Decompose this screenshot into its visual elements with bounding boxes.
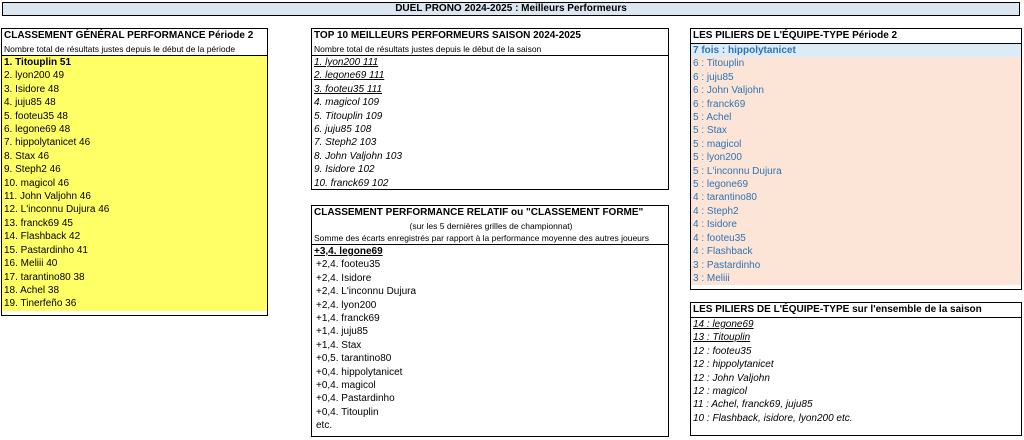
list-item: 5 : Achel [693,112,732,124]
list-item: 6 : franck69 [693,98,746,110]
general-ranking-list [2,56,267,311]
relative-ranking-list [312,245,668,433]
general-ranking-panel [1,28,268,316]
list-item: 8. John Valjohn 103 [314,150,403,162]
pillars-season-list [691,318,1021,425]
list-item: 5 : L'inconnu Dujura [693,165,782,177]
list-item: +0,4. Titouplin [316,406,379,418]
list-item: 12 : John Valjohn [693,372,770,384]
list-item: 7. hippolytanicet 46 [4,137,91,149]
list-item: 6. juju85 108 [314,124,372,136]
list-item: +1,4. Stax [316,339,362,351]
list-item: +2,4. Isidore [316,272,372,284]
list-item: 7 fois : hippolytanicet [691,44,1021,57]
list-item: +0,4. magicol [316,380,376,392]
list-item: etc. [316,420,333,432]
list-item: 6 : Titouplin [693,58,745,70]
list-item: 14 : legone69 [693,319,754,330]
relative-ranking-title: CLASSEMENT PERFORMANCE RELATIF ou "CLASSEMENT FORME" [314,207,644,218]
list-item: 3 : Meliii [693,272,730,284]
list-item: +3,4. legone69 [314,246,383,257]
list-item: 5 : magicol [693,138,742,150]
list-item: +2,4. lyon200 [316,299,377,311]
list-item: 8. Stax 46 [4,150,50,162]
list-item: 5 : lyon200 [693,152,742,164]
list-item: +0,5. tarantino80 [316,353,392,365]
list-item: 5 : Stax [693,125,727,137]
list-item: +0,4. Pastardinho [316,393,395,405]
list-item: 19. Tinerfeño 36 [4,298,77,310]
top10-subtitle: Nombre total de résultats justes depuis le début de la saison [312,43,668,56]
list-item: 11 : Achel, franck69, juju85 [693,399,813,411]
list-item: 13. franck69 45 [4,217,73,229]
list-item: 15. Pastardinho 41 [4,244,88,256]
top10-panel [311,28,669,190]
list-item: 5. footeu35 48 [4,110,68,122]
list-item: 17. tarantino80 38 [4,271,85,283]
list-item: 7. Steph2 103 [314,137,377,149]
relative-ranking-note: Somme des écarts enregistrés par rapport à la performance moyenne des autres joueurs [312,232,668,245]
list-item: 2. lyon200 49 [4,70,65,82]
general-ranking-subtitle: Nombre total de résultats justes depuis le début de la période [2,43,267,56]
relative-ranking-panel [311,205,669,437]
top10-title: TOP 10 MEILLEURS PERFORMEURS SAISON 2024-2025 [314,30,581,41]
list-item: +0,4. hippolytanicet [316,366,403,378]
list-item: 12 : hippolytanicet [693,359,774,371]
list-item: 12 : magicol [693,386,747,398]
list-item: 18. Achel 38 [4,284,60,296]
list-item: 6 : juju85 [693,71,734,83]
list-item: 12 : footeu35 [693,345,752,357]
list-item: 9. Isidore 102 [314,164,375,176]
list-item: 4 : Flashback [693,246,753,258]
list-item: 3. footeu35 111 [314,83,383,95]
list-item: 4 : Isidore [693,219,737,231]
list-item: 5. Titouplin 109 [314,110,383,122]
list-item: 6 : John Valjohn [693,85,764,97]
page-banner: DUEL PRONO 2024-2025 : Meilleurs Performeurs [2,2,1020,16]
list-item: 1. lyon200 111 [314,57,379,68]
list-item: 10. magicol 46 [4,177,70,189]
list-item: 9. Steph2 46 [4,164,61,176]
list-item: +1,4. franck69 [316,313,380,325]
list-item: 4 : Steph2 [693,205,739,217]
list-item: 11. John Valjohn 46 [4,191,91,203]
relative-ranking-subtitle: (sur les 5 dernières grilles de championnat) [409,221,573,231]
list-item: 4 : footeu35 [693,232,746,244]
pillars-period-list [691,44,1021,285]
list-item: 4. magicol 109 [314,97,380,109]
pillars-period-title: LES PILIERS DE L'ÉQUIPE-TYPE Période 2 [691,29,1021,44]
top10-list [312,56,668,190]
list-item: +1,4. juju85 [316,326,368,338]
list-item: +2,4. footeu35 [316,259,381,271]
list-item: 13 : Titouplin [693,332,751,344]
pillars-season-panel [690,302,1022,436]
list-item: 12. L'inconnu Dujura 46 [4,204,110,216]
list-item: 14. Flashback 42 [4,231,81,243]
list-item: 4 : tarantino80 [693,192,757,204]
list-item: 10. franck69 102 [314,177,389,189]
list-item: 3 : Pastardinho [693,259,761,271]
list-item: 4. juju85 48 [4,97,56,109]
pillars-season-title: LES PILIERS DE L'ÉQUIPE-TYPE sur l'ensemble de la saison [691,303,1021,318]
list-item: 3. Isidore 48 [4,83,60,95]
list-item: +2,4. L'inconnu Dujura [316,286,417,298]
list-item: 10 : Flashback, isidore, lyon200 etc. [693,412,853,424]
list-item: 5 : legone69 [693,179,749,191]
list-item: 2. legone69 111 [314,70,385,82]
list-item: 6. legone69 48 [4,124,71,136]
pillars-period-panel [690,28,1022,290]
list-item: 1. Titouplin 51 [4,57,72,68]
general-ranking-title: CLASSEMENT GÉNÉRAL PERFORMANCE Période 2 [4,30,254,41]
list-item: 16. Meliii 40 [4,258,58,270]
